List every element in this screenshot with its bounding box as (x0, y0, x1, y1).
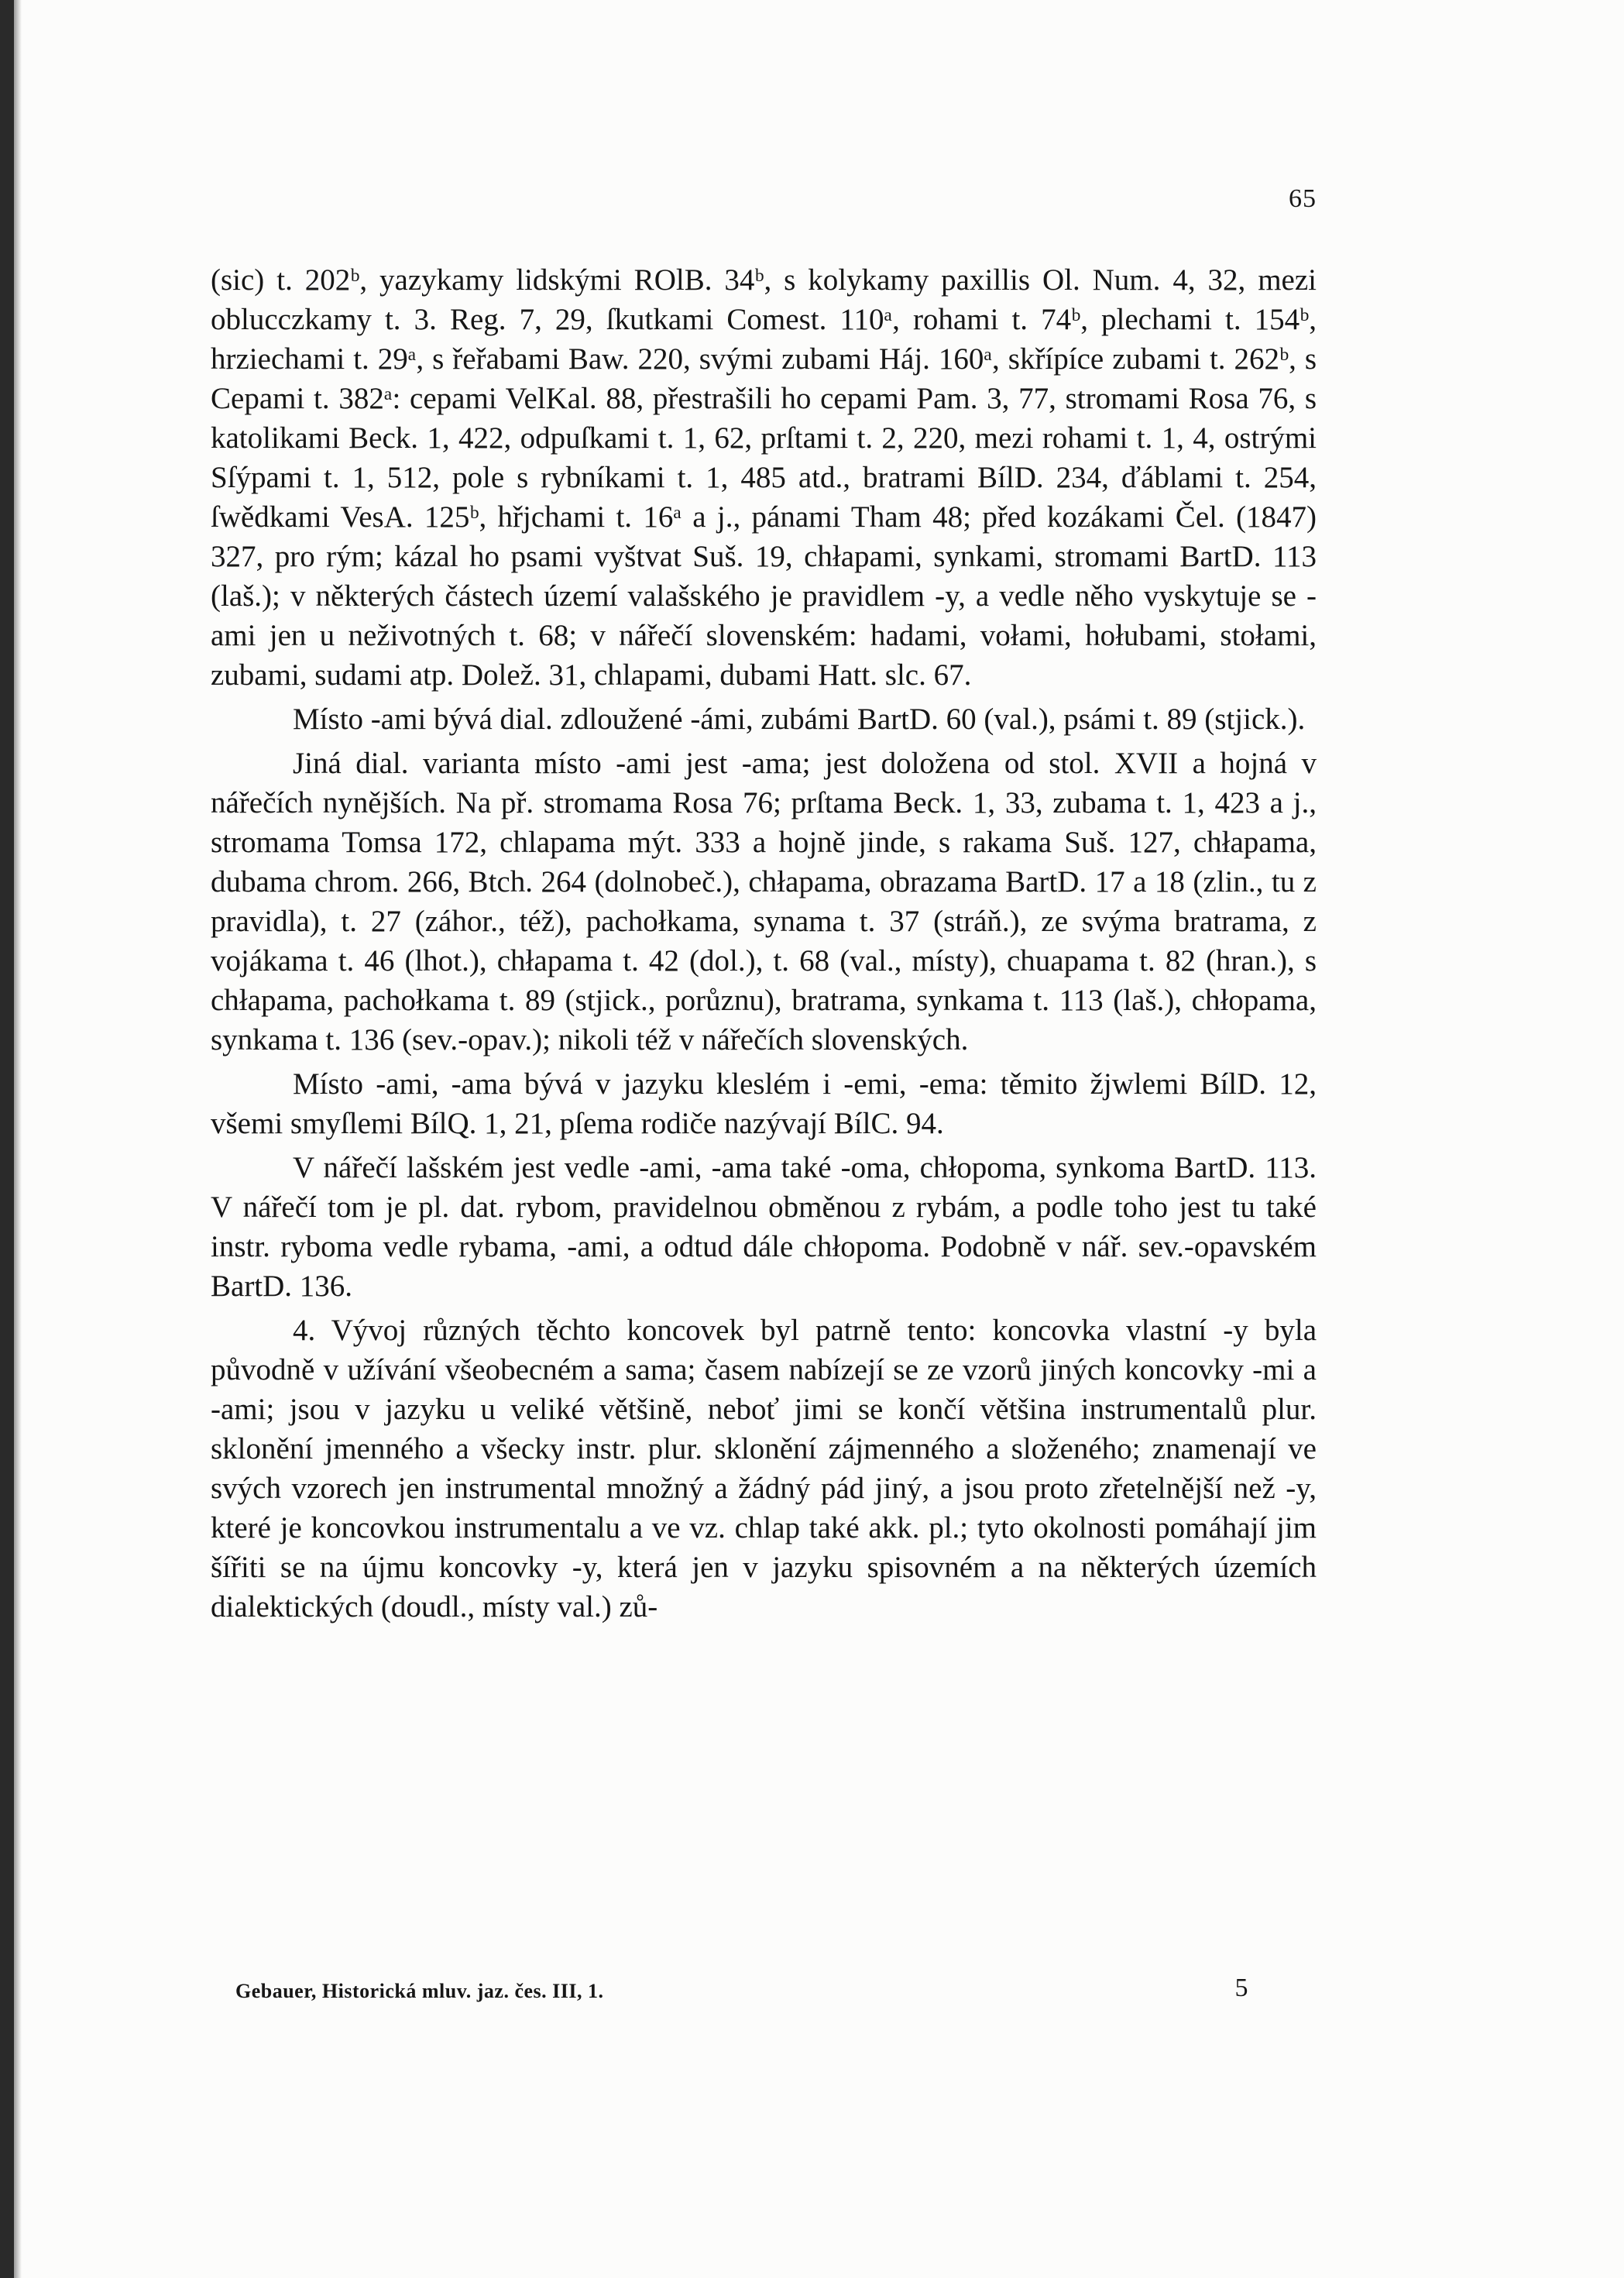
paragraph-2: Místo -ami bývá dial. zdloužené -ámi, zubámi BartD. 60 (val.), psámi t. 89 (stjick.). (293, 703, 1306, 736)
page-binding-shadow (14, 0, 22, 2278)
paragraph-4: Místo -ami, -ama bývá v jazyku kleslém i -emi, -ema: těmito žjwlemi BílD. 12, všemi smyſlemi BílQ. 1, 21, pſema rodiče nazývají BílC. 94. (211, 1067, 1317, 1140)
page-binding-edge (0, 0, 14, 2278)
footer-folio: 5 (1234, 1974, 1248, 2002)
body-text (211, 260, 1317, 1627)
paragraph-1: (sic) t. 202ᵇ, yazykamy lidskými ROlB. 34ᵇ, s kolykamy paxillis Ol. Num. 4, 32, mezi oblucczkamy t. 3. Reg. 7, 29, ſkutkami Comest. 110ᵃ, rohami t. 74ᵇ, plechami t. 154ᵇ, hrziechami t. 29ᵃ, s řeřabami Baw. 220, svými zubami Háj. 160ᵃ, skřípíce zubami t. 262ᵇ, s Cepami t. 382ᵃ: cepami VelKal. 88, přestrašili ho cepami Pam. 3, 77, stromami Rosa 76, s katolikami Beck. 1, 422, odpuſkami t. 1, 62, prſtami t. 2, 220, mezi rohami t. 1, 4, ostrými Sſýpami t. 1, 512, pole s rybníkami t. 1, 485 atd., bratrami BílD. 234, ďáblami t. 254, ſwědkami VesA. 125ᵇ, hřjchami t. 16ᵃ a j., pánami Tham 48; před kozákami Čel. (1847) 327, pro rým; kázal ho psami vyštvat Suš. 19, chłapami, synkami, stromami BartD. 113 (laš.); v některých částech území valašského je pravidlem -y, a vedle něho vyskytuje se -ami jen u neživotných t. 68; v nářečí slovenském: hadami, vołami, hołubami, stołami, zubami, sudami atp. Dolež. 31, chlapami, dubami Hatt. slc. 67. (211, 263, 1317, 692)
footer-signature: Gebauer, Historická mluv. jaz. čes. III, 1. (235, 1980, 604, 2002)
paragraph-5: V nářečí lašském jest vedle -ami, -ama také -oma, chłopoma, synkoma BartD. 113. V nářečí tom je pl. dat. rybom, pravidelnou obměnou z rybám, a podle toho jest tu také instr. ryboma vedle rybama, -ami, a odtud dále chłopoma. Podobně v nář. sev.-opavském BartD. 136. (211, 1151, 1317, 1303)
page-number: 65 (1289, 184, 1317, 213)
paragraph-6: 4. Vývoj různých těchto koncovek byl patrně tento: koncovka vlastní -y byla původně v užívání všeobecném a sama; časem nabízejí se ze vzorů jiných koncovky -mi a -ami; jsou v jazyku u veliké většině, neboť jimi se končí většina instrumentalů plur. sklonění jmenného a všecky instr. plur. sklonění zájmenného a složeného; znamenají ve svých vzorech jen instrumental množný a žádný pád jiný, a jsou proto zřetelnější než -y, které je koncovkou instrumentalu a ve vz. chlap také akk. pl.; tyto okolnosti pomáhají jim šířiti se na újmu koncovky -y, která jen v jazyku spisovném a na některých územích dialektických (doudl., místy val.) zů- (211, 1314, 1317, 1623)
paragraph-3: Jiná dial. varianta místo -ami jest -ama; jest doložena od stol. XVII a hojná v nářečích nynějších. Na př. stromama Rosa 76; prſtama Beck. 1, 33, zubama t. 1, 423 a j., stromama Tomsa 172, chlapama mýt. 333 a hojně jinde, s rakama Suš. 127, chłapama, dubama chrom. 266, Btch. 264 (dolnobeč.), chłapama, obrazama BartD. 17 a 18 (zlin., tu z pravidla), t. 27 (záhor., též), pachołkama, synama t. 37 (stráň.), ze svýma bratrama, z vojákama t. 46 (lhot.), chłapama t. 42 (dol.), t. 68 (val., místy), chuapama t. 82 (hran.), s chłapama, pachołkama t. 89 (stjick., porůznu), bratrama, synkama t. 113 (laš.), chłopama, synkama t. 136 (sev.-opav.); nikoli též v nářečích slovenských. (211, 747, 1317, 1057)
page-footer (235, 1974, 1317, 2003)
